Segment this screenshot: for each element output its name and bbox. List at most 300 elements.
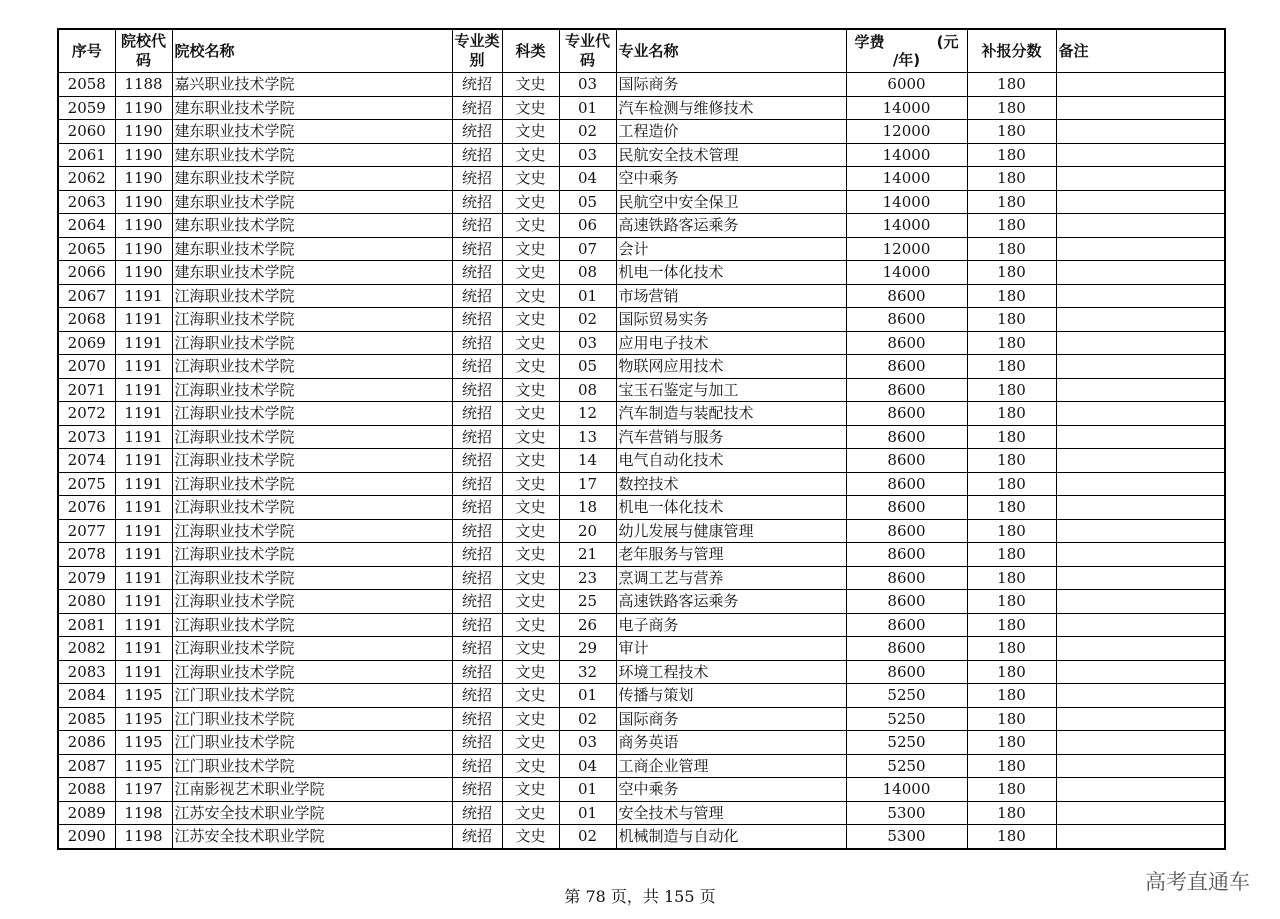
cell-major-name: 安全技术与管理 xyxy=(616,801,846,825)
cell-remark xyxy=(1056,167,1225,191)
cell-major-type: 统招 xyxy=(452,425,502,449)
table-row xyxy=(58,449,1225,473)
cell-remark xyxy=(1056,355,1225,379)
table-row xyxy=(58,331,1225,355)
cell-score: 180 xyxy=(967,237,1056,261)
cell-major-code: 23 xyxy=(559,566,616,590)
cell-fee: 8600 xyxy=(846,496,967,520)
cell-seq: 2079 xyxy=(58,566,115,590)
cell-seq: 2080 xyxy=(58,590,115,614)
cell-school-name: 建东职业技术学院 xyxy=(172,261,452,285)
cell-major-name: 机械制造与自动化 xyxy=(616,825,846,849)
cell-major-name: 工商企业管理 xyxy=(616,754,846,778)
table-row xyxy=(58,355,1225,379)
cell-major-code: 03 xyxy=(559,143,616,167)
cell-fee: 8600 xyxy=(846,613,967,637)
cell-school-name: 江海职业技术学院 xyxy=(172,637,452,661)
cell-fee: 8600 xyxy=(846,331,967,355)
cell-major-name: 机电一体化技术 xyxy=(616,496,846,520)
cell-school-code: 1188 xyxy=(115,73,172,97)
table-row xyxy=(58,120,1225,144)
watermark: 高考直通车 xyxy=(1145,870,1250,894)
cell-school-name: 建东职业技术学院 xyxy=(172,190,452,214)
cell-major-name: 应用电子技术 xyxy=(616,331,846,355)
cell-score: 180 xyxy=(967,120,1056,144)
cell-major-type: 统招 xyxy=(452,543,502,567)
cell-remark xyxy=(1056,308,1225,332)
table-row xyxy=(58,167,1225,191)
cell-major-name: 传播与策划 xyxy=(616,684,846,708)
cell-major-code: 20 xyxy=(559,519,616,543)
cell-fee: 14000 xyxy=(846,190,967,214)
header-fee-unit-close: /年) xyxy=(892,51,921,69)
table-row xyxy=(58,261,1225,285)
cell-remark xyxy=(1056,778,1225,802)
cell-subject: 文史 xyxy=(502,801,559,825)
cell-seq: 2075 xyxy=(58,472,115,496)
cell-school-name: 江海职业技术学院 xyxy=(172,378,452,402)
cell-seq: 2082 xyxy=(58,637,115,661)
cell-score: 180 xyxy=(967,825,1056,849)
table-row xyxy=(58,96,1225,120)
cell-seq: 2081 xyxy=(58,613,115,637)
table-row xyxy=(58,402,1225,426)
cell-major-name: 国际商务 xyxy=(616,73,846,97)
cell-seq: 2088 xyxy=(58,778,115,802)
cell-major-type: 统招 xyxy=(452,707,502,731)
cell-subject: 文史 xyxy=(502,96,559,120)
cell-major-type: 统招 xyxy=(452,801,502,825)
cell-subject: 文史 xyxy=(502,402,559,426)
cell-major-name: 工程造价 xyxy=(616,120,846,144)
header-score: 补报分数 xyxy=(967,29,1056,73)
cell-major-type: 统招 xyxy=(452,214,502,238)
cell-school-name: 江海职业技术学院 xyxy=(172,543,452,567)
cell-remark xyxy=(1056,237,1225,261)
table-row xyxy=(58,684,1225,708)
cell-subject: 文史 xyxy=(502,425,559,449)
cell-major-name: 老年服务与管理 xyxy=(616,543,846,567)
cell-subject: 文史 xyxy=(502,214,559,238)
cell-score: 180 xyxy=(967,355,1056,379)
cell-seq: 2059 xyxy=(58,96,115,120)
cell-major-type: 统招 xyxy=(452,660,502,684)
cell-major-code: 01 xyxy=(559,778,616,802)
cell-fee: 8600 xyxy=(846,308,967,332)
cell-subject: 文史 xyxy=(502,637,559,661)
admission-table xyxy=(57,28,1226,850)
cell-fee: 6000 xyxy=(846,73,967,97)
cell-seq: 2074 xyxy=(58,449,115,473)
cell-major-name: 国际商务 xyxy=(616,707,846,731)
header-school-name: 院校名称 xyxy=(172,29,452,73)
header-major-code: 专业代码 xyxy=(559,29,616,73)
cell-fee: 5300 xyxy=(846,825,967,849)
cell-school-name: 江海职业技术学院 xyxy=(172,496,452,520)
cell-score: 180 xyxy=(967,449,1056,473)
cell-fee: 5250 xyxy=(846,754,967,778)
cell-major-type: 统招 xyxy=(452,355,502,379)
cell-remark xyxy=(1056,801,1225,825)
cell-subject: 文史 xyxy=(502,284,559,308)
cell-seq: 2066 xyxy=(58,261,115,285)
cell-seq: 2072 xyxy=(58,402,115,426)
cell-school-code: 1191 xyxy=(115,402,172,426)
cell-major-type: 统招 xyxy=(452,613,502,637)
cell-score: 180 xyxy=(967,167,1056,191)
cell-school-code: 1195 xyxy=(115,707,172,731)
cell-school-code: 1197 xyxy=(115,778,172,802)
cell-subject: 文史 xyxy=(502,237,559,261)
cell-remark xyxy=(1056,825,1225,849)
cell-fee: 8600 xyxy=(846,284,967,308)
cell-remark xyxy=(1056,214,1225,238)
cell-remark xyxy=(1056,496,1225,520)
cell-major-name: 幼儿发展与健康管理 xyxy=(616,519,846,543)
cell-major-name: 宝玉石鉴定与加工 xyxy=(616,378,846,402)
cell-fee: 8600 xyxy=(846,637,967,661)
cell-major-type: 统招 xyxy=(452,96,502,120)
cell-subject: 文史 xyxy=(502,519,559,543)
cell-score: 180 xyxy=(967,801,1056,825)
cell-fee: 8600 xyxy=(846,402,967,426)
header-fee xyxy=(846,29,967,73)
cell-major-code: 29 xyxy=(559,637,616,661)
cell-major-type: 统招 xyxy=(452,120,502,144)
cell-seq: 2076 xyxy=(58,496,115,520)
cell-subject: 文史 xyxy=(502,731,559,755)
cell-major-name: 烹调工艺与营养 xyxy=(616,566,846,590)
cell-subject: 文史 xyxy=(502,120,559,144)
cell-subject: 文史 xyxy=(502,754,559,778)
cell-major-name: 环境工程技术 xyxy=(616,660,846,684)
cell-school-name: 江门职业技术学院 xyxy=(172,731,452,755)
cell-school-code: 1190 xyxy=(115,143,172,167)
cell-major-code: 18 xyxy=(559,496,616,520)
cell-school-name: 江海职业技术学院 xyxy=(172,660,452,684)
cell-school-code: 1190 xyxy=(115,214,172,238)
cell-school-code: 1191 xyxy=(115,331,172,355)
cell-remark xyxy=(1056,543,1225,567)
header-fee-label: 学费 xyxy=(854,33,885,51)
table-row xyxy=(58,566,1225,590)
cell-subject: 文史 xyxy=(502,308,559,332)
cell-school-name: 江海职业技术学院 xyxy=(172,355,452,379)
cell-major-name: 市场营销 xyxy=(616,284,846,308)
cell-major-name: 空中乘务 xyxy=(616,778,846,802)
cell-major-type: 统招 xyxy=(452,590,502,614)
cell-remark xyxy=(1056,684,1225,708)
cell-major-code: 17 xyxy=(559,472,616,496)
cell-major-code: 03 xyxy=(559,731,616,755)
cell-school-code: 1190 xyxy=(115,261,172,285)
table-row xyxy=(58,214,1225,238)
cell-major-name: 汽车制造与装配技术 xyxy=(616,402,846,426)
cell-subject: 文史 xyxy=(502,331,559,355)
cell-major-code: 06 xyxy=(559,214,616,238)
cell-major-type: 统招 xyxy=(452,472,502,496)
cell-school-name: 建东职业技术学院 xyxy=(172,167,452,191)
cell-major-name: 高速铁路客运乘务 xyxy=(616,590,846,614)
cell-remark xyxy=(1056,590,1225,614)
cell-subject: 文史 xyxy=(502,684,559,708)
cell-major-name: 会计 xyxy=(616,237,846,261)
page-footer: 第 78 页，共 155 页 xyxy=(564,887,716,906)
cell-seq: 2070 xyxy=(58,355,115,379)
cell-fee: 8600 xyxy=(846,566,967,590)
cell-score: 180 xyxy=(967,496,1056,520)
cell-major-code: 03 xyxy=(559,73,616,97)
cell-score: 180 xyxy=(967,543,1056,567)
cell-school-code: 1191 xyxy=(115,543,172,567)
cell-seq: 2085 xyxy=(58,707,115,731)
cell-remark xyxy=(1056,754,1225,778)
cell-subject: 文史 xyxy=(502,73,559,97)
cell-score: 180 xyxy=(967,214,1056,238)
cell-major-code: 26 xyxy=(559,613,616,637)
cell-major-code: 12 xyxy=(559,402,616,426)
cell-fee: 14000 xyxy=(846,214,967,238)
cell-major-name: 电气自动化技术 xyxy=(616,449,846,473)
cell-major-type: 统招 xyxy=(452,378,502,402)
header-subject: 科类 xyxy=(502,29,559,73)
cell-major-code: 08 xyxy=(559,378,616,402)
cell-major-name: 民航空中安全保卫 xyxy=(616,190,846,214)
cell-school-code: 1191 xyxy=(115,355,172,379)
cell-subject: 文史 xyxy=(502,590,559,614)
cell-school-code: 1191 xyxy=(115,590,172,614)
cell-subject: 文史 xyxy=(502,449,559,473)
cell-score: 180 xyxy=(967,684,1056,708)
cell-seq: 2089 xyxy=(58,801,115,825)
cell-major-type: 统招 xyxy=(452,237,502,261)
cell-school-name: 建东职业技术学院 xyxy=(172,214,452,238)
cell-major-type: 统招 xyxy=(452,284,502,308)
cell-seq: 2090 xyxy=(58,825,115,849)
cell-fee: 8600 xyxy=(846,449,967,473)
cell-major-name: 电子商务 xyxy=(616,613,846,637)
cell-major-code: 02 xyxy=(559,825,616,849)
cell-school-code: 1191 xyxy=(115,566,172,590)
cell-score: 180 xyxy=(967,402,1056,426)
cell-school-name: 江门职业技术学院 xyxy=(172,707,452,731)
cell-major-type: 统招 xyxy=(452,519,502,543)
cell-major-type: 统招 xyxy=(452,825,502,849)
cell-subject: 文史 xyxy=(502,707,559,731)
cell-school-code: 1190 xyxy=(115,120,172,144)
cell-fee: 8600 xyxy=(846,378,967,402)
header-school-code: 院校代码 xyxy=(115,29,172,73)
cell-subject: 文史 xyxy=(502,167,559,191)
cell-school-name: 江海职业技术学院 xyxy=(172,402,452,426)
cell-major-code: 01 xyxy=(559,801,616,825)
cell-fee: 8600 xyxy=(846,355,967,379)
cell-major-name: 国际贸易实务 xyxy=(616,308,846,332)
cell-fee: 5300 xyxy=(846,801,967,825)
cell-major-code: 13 xyxy=(559,425,616,449)
cell-major-type: 统招 xyxy=(452,754,502,778)
cell-remark xyxy=(1056,120,1225,144)
cell-score: 180 xyxy=(967,754,1056,778)
cell-school-name: 江苏安全技术职业学院 xyxy=(172,801,452,825)
cell-major-type: 统招 xyxy=(452,402,502,426)
header-major-name: 专业名称 xyxy=(616,29,846,73)
cell-subject: 文史 xyxy=(502,543,559,567)
table-row xyxy=(58,73,1225,97)
cell-major-name: 商务英语 xyxy=(616,731,846,755)
cell-school-name: 建东职业技术学院 xyxy=(172,96,452,120)
cell-score: 180 xyxy=(967,261,1056,285)
cell-remark xyxy=(1056,378,1225,402)
cell-major-code: 08 xyxy=(559,261,616,285)
cell-remark xyxy=(1056,96,1225,120)
cell-score: 180 xyxy=(967,378,1056,402)
cell-subject: 文史 xyxy=(502,261,559,285)
table-row xyxy=(58,637,1225,661)
cell-school-name: 嘉兴职业技术学院 xyxy=(172,73,452,97)
header-seq: 序号 xyxy=(58,29,115,73)
cell-seq: 2063 xyxy=(58,190,115,214)
cell-school-name: 江海职业技术学院 xyxy=(172,472,452,496)
cell-school-name: 江海职业技术学院 xyxy=(172,331,452,355)
cell-remark xyxy=(1056,143,1225,167)
cell-remark xyxy=(1056,284,1225,308)
table-row xyxy=(58,237,1225,261)
cell-remark xyxy=(1056,660,1225,684)
cell-major-type: 统招 xyxy=(452,566,502,590)
cell-school-name: 建东职业技术学院 xyxy=(172,120,452,144)
table-row xyxy=(58,590,1225,614)
cell-subject: 文史 xyxy=(502,660,559,684)
cell-major-code: 02 xyxy=(559,707,616,731)
cell-school-code: 1191 xyxy=(115,284,172,308)
cell-major-name: 物联网应用技术 xyxy=(616,355,846,379)
cell-fee: 8600 xyxy=(846,660,967,684)
cell-score: 180 xyxy=(967,613,1056,637)
cell-fee: 8600 xyxy=(846,543,967,567)
cell-subject: 文史 xyxy=(502,355,559,379)
cell-seq: 2067 xyxy=(58,284,115,308)
cell-subject: 文史 xyxy=(502,613,559,637)
cell-seq: 2068 xyxy=(58,308,115,332)
table-row xyxy=(58,778,1225,802)
cell-major-type: 统招 xyxy=(452,449,502,473)
cell-fee: 8600 xyxy=(846,519,967,543)
cell-score: 180 xyxy=(967,660,1056,684)
cell-school-code: 1191 xyxy=(115,449,172,473)
cell-school-code: 1191 xyxy=(115,637,172,661)
cell-major-code: 01 xyxy=(559,684,616,708)
cell-major-name: 民航安全技术管理 xyxy=(616,143,846,167)
cell-major-code: 07 xyxy=(559,237,616,261)
cell-score: 180 xyxy=(967,590,1056,614)
cell-remark xyxy=(1056,707,1225,731)
table-row xyxy=(58,825,1225,849)
cell-remark xyxy=(1056,731,1225,755)
cell-major-code: 05 xyxy=(559,190,616,214)
cell-subject: 文史 xyxy=(502,778,559,802)
cell-remark xyxy=(1056,613,1225,637)
cell-school-name: 江苏安全技术职业学院 xyxy=(172,825,452,849)
cell-major-type: 统招 xyxy=(452,778,502,802)
cell-school-code: 1190 xyxy=(115,96,172,120)
cell-fee: 12000 xyxy=(846,237,967,261)
cell-school-code: 1195 xyxy=(115,754,172,778)
cell-school-name: 江海职业技术学院 xyxy=(172,284,452,308)
cell-major-code: 04 xyxy=(559,167,616,191)
cell-score: 180 xyxy=(967,731,1056,755)
table-row xyxy=(58,613,1225,637)
cell-subject: 文史 xyxy=(502,825,559,849)
cell-seq: 2071 xyxy=(58,378,115,402)
table-row xyxy=(58,190,1225,214)
cell-seq: 2073 xyxy=(58,425,115,449)
cell-school-code: 1198 xyxy=(115,801,172,825)
header-major-type: 专业类别 xyxy=(452,29,502,73)
cell-major-code: 14 xyxy=(559,449,616,473)
cell-fee: 5250 xyxy=(846,707,967,731)
cell-seq: 2086 xyxy=(58,731,115,755)
cell-school-code: 1191 xyxy=(115,472,172,496)
cell-school-name: 建东职业技术学院 xyxy=(172,237,452,261)
cell-fee: 12000 xyxy=(846,120,967,144)
cell-major-code: 02 xyxy=(559,308,616,332)
cell-major-type: 统招 xyxy=(452,167,502,191)
cell-subject: 文史 xyxy=(502,472,559,496)
cell-major-code: 25 xyxy=(559,590,616,614)
cell-fee: 14000 xyxy=(846,778,967,802)
cell-score: 180 xyxy=(967,73,1056,97)
cell-subject: 文史 xyxy=(502,566,559,590)
table-row xyxy=(58,308,1225,332)
cell-school-code: 1198 xyxy=(115,825,172,849)
cell-major-name: 数控技术 xyxy=(616,472,846,496)
cell-score: 180 xyxy=(967,707,1056,731)
cell-school-code: 1195 xyxy=(115,731,172,755)
cell-school-code: 1191 xyxy=(115,660,172,684)
table-row xyxy=(58,519,1225,543)
table-row xyxy=(58,660,1225,684)
cell-score: 180 xyxy=(967,96,1056,120)
cell-subject: 文史 xyxy=(502,496,559,520)
cell-seq: 2077 xyxy=(58,519,115,543)
cell-remark xyxy=(1056,261,1225,285)
cell-seq: 2058 xyxy=(58,73,115,97)
cell-remark xyxy=(1056,402,1225,426)
table-row xyxy=(58,801,1225,825)
table-row xyxy=(58,284,1225,308)
table-row xyxy=(58,543,1225,567)
cell-major-type: 统招 xyxy=(452,496,502,520)
cell-remark xyxy=(1056,519,1225,543)
cell-fee: 14000 xyxy=(846,96,967,120)
header-remark: 备注 xyxy=(1056,29,1225,73)
cell-school-name: 江海职业技术学院 xyxy=(172,449,452,473)
cell-school-code: 1191 xyxy=(115,378,172,402)
cell-major-type: 统招 xyxy=(452,261,502,285)
cell-fee: 8600 xyxy=(846,425,967,449)
cell-school-code: 1190 xyxy=(115,190,172,214)
cell-major-code: 01 xyxy=(559,284,616,308)
cell-fee: 5250 xyxy=(846,731,967,755)
cell-major-type: 统招 xyxy=(452,308,502,332)
cell-major-name: 审计 xyxy=(616,637,846,661)
header-row xyxy=(58,29,1225,73)
cell-school-name: 江门职业技术学院 xyxy=(172,684,452,708)
cell-major-code: 05 xyxy=(559,355,616,379)
table-row xyxy=(58,707,1225,731)
cell-major-code: 04 xyxy=(559,754,616,778)
